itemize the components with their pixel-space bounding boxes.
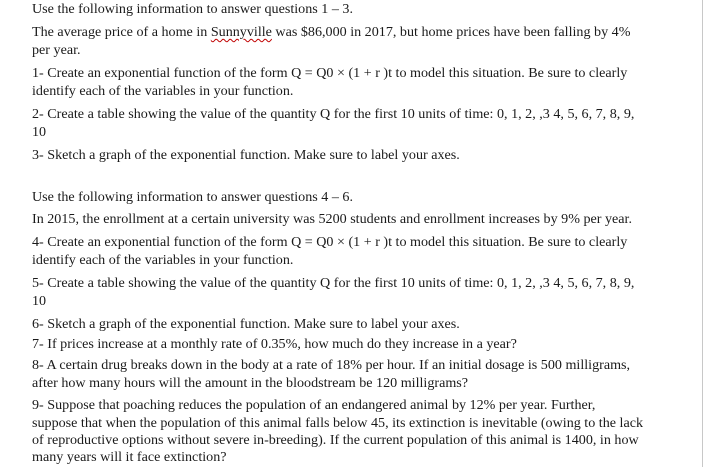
question-5: 5- Create a table showing the value of the quantity Q for the first 10 units of time: 0, 1, 2, ,3 4, 5, 6, 7, 8, 9, <box>32 275 635 291</box>
question-9-cont-1: suppose that when the population of this animal falls below 45, its extinction is inevitable (owing to the lack <box>32 415 644 431</box>
question-5-cont: 10 <box>32 293 47 309</box>
question-8: 8- A certain drug breaks down in the body at a rate of 18% per hour. If an initial dosage is 500 milligrams, <box>32 357 631 373</box>
scenario-text-start: The average price of a home in <box>32 24 211 40</box>
scenario-text-end: was $86,000 in 2017, but home prices have been falling by 4% <box>271 24 631 40</box>
question-2: 2- Create a table showing the value of the quantity Q for the first 10 units of time: 0, 1, 2, ,3 4, 5, 6, 7, 8, 9, <box>32 106 635 122</box>
question-8-cont: after how many hours will the amount in the bloodstream be 120 milligrams? <box>32 375 469 391</box>
question-9-cont-2: of reproductive options without severe in-breeding). If the current population of this animal is 1400, in how <box>32 432 639 448</box>
section1-scenario <box>32 24 630 41</box>
section1-scenario-cont: per year. <box>32 42 81 58</box>
question-4-cont: identify each of the variables in your function. <box>32 252 294 268</box>
question-6: 6- Sketch a graph of the exponential function. Make sure to label your axes. <box>32 316 460 332</box>
question-1-cont: identify each of the variables in your function. <box>32 83 294 99</box>
section2-intro: Use the following information to answer questions 4 – 6. <box>32 189 353 205</box>
question-4: 4- Create an exponential function of the form Q = Q0 × (1 + r )t to model this situation. Be sure to clearly <box>32 234 628 250</box>
question-2-cont: 10 <box>32 124 47 140</box>
question-1: 1- Create an exponential function of the form Q = Q0 × (1 + r )t to model this situation. Be sure to clearly <box>32 65 628 81</box>
section2-scenario: In 2015, the enrollment at a certain university was 5200 students and enrollment increases by 9% per year. <box>32 211 632 227</box>
question-7: 7- If prices increase at a monthly rate of 0.35%, how much do they increase in a year? <box>32 336 517 352</box>
question-9-cont-3: many years will it face extinction? <box>32 449 227 465</box>
town-name: Sunnyville <box>210 24 272 40</box>
question-3: 3- Sketch a graph of the exponential function. Make sure to label your axes. <box>32 147 460 163</box>
section1-intro: Use the following information to answer questions 1 – 3. <box>32 1 353 17</box>
question-9: 9- Suppose that poaching reduces the population of an endangered animal by 12% per year. Further, <box>32 397 596 413</box>
